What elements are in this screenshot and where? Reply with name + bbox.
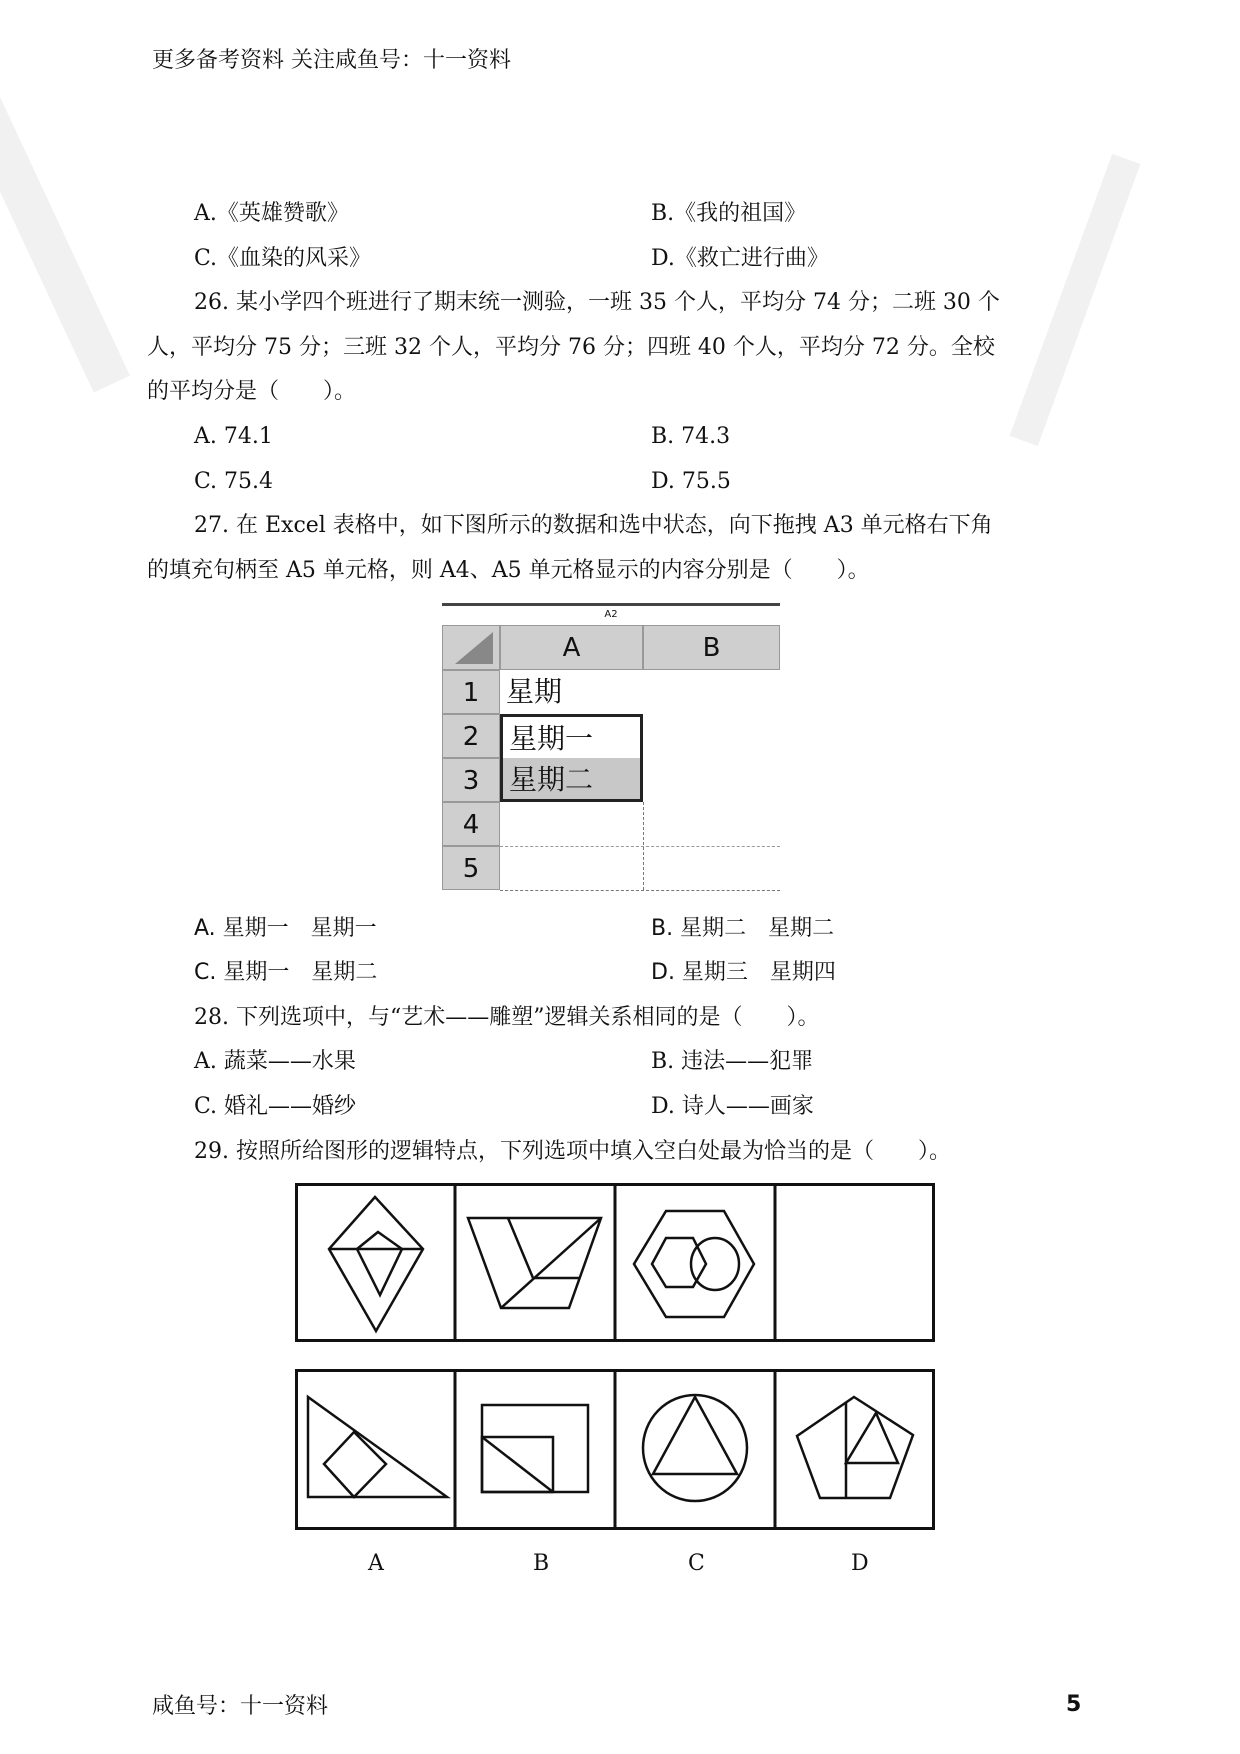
row-header: 2 [442, 714, 500, 758]
q28-option-b: B. 违法——犯罪 [651, 1049, 814, 1074]
q25-option-b: B.《我的祖国》 [651, 201, 807, 226]
grid-line [500, 846, 780, 847]
name-box: A2 [442, 603, 780, 627]
row-header: 1 [442, 670, 500, 714]
option-d-figure [797, 1397, 913, 1498]
figure-reasoning-grid [295, 1183, 935, 1530]
q28-option-c: C. 婚礼——婚纱 [194, 1094, 357, 1119]
page-number: 5 [1066, 1692, 1082, 1717]
options-row [297, 1369, 934, 1530]
trapezoid-figure [468, 1218, 601, 1308]
q26-option-d: D. 75.5 [651, 469, 731, 494]
q27-option-c: C. 星期一 星期二 [194, 960, 378, 985]
q26-line: 人，平均分 75 分；三班 32 个人，平均分 76 分；四班 40 个人，平均分 72 分。全校 [147, 335, 995, 360]
column-header-a: A [500, 625, 643, 670]
q26-line: 26. 某小学四个班进行了期末统一测验，一班 35 个人，平均分 74 分；二班 30 个 [194, 290, 1000, 315]
q26-option-c: C. 75.4 [194, 469, 274, 494]
row-header: 3 [442, 758, 500, 802]
question-row [297, 1183, 934, 1341]
select-all-corner [442, 625, 500, 670]
q26-option-a: A. 74.1 [194, 424, 273, 449]
q27-option-d: D. 星期三 星期四 [651, 960, 836, 985]
cell-a3: 星期二 [500, 758, 643, 802]
watermark [1010, 154, 1141, 446]
q27-line: 27. 在 Excel 表格中，如下图所示的数据和选中状态，向下拖拽 A3 单元格右下角 [194, 513, 993, 538]
q25-option-d: D.《救亡进行曲》 [651, 246, 829, 271]
row-header: 5 [442, 846, 500, 890]
q25-option-c: C.《血染的风采》 [194, 246, 372, 271]
q26-line: 的平均分是（ ）。 [147, 379, 357, 404]
q28-option-d: D. 诗人——画家 [651, 1094, 814, 1119]
q27-line: 的填充句柄至 A5 单元格，则 A4、A5 单元格显示的内容分别是（ ）。 [147, 558, 870, 583]
option-b-figure [482, 1405, 588, 1492]
diamond-figure [329, 1197, 423, 1331]
q28-option-a: A. 蔬菜——水果 [194, 1049, 356, 1074]
q27-option-a: A. 星期一 星期一 [194, 916, 377, 941]
option-a-figure [308, 1397, 447, 1497]
grid-line [500, 890, 780, 891]
option-label-c: C [688, 1551, 705, 1576]
option-c-figure [643, 1395, 747, 1501]
excel-screenshot [442, 603, 780, 896]
q28-line: 28. 下列选项中，与“艺术——雕塑”逻辑关系相同的是（ ）。 [194, 1005, 820, 1030]
option-label-d: D [851, 1551, 869, 1576]
row-header: 4 [442, 802, 500, 846]
page-footer: 咸鱼号：十一资料 [152, 1694, 329, 1719]
column-header-b: B [643, 625, 780, 670]
cell-a1: 星期 [506, 675, 563, 708]
option-label-a: A [368, 1551, 384, 1576]
watermark [0, 67, 130, 392]
q27-option-b: B. 星期二 星期二 [651, 916, 835, 941]
q29-line: 29. 按照所给图形的逻辑特点，下列选项中填入空白处最为恰当的是（ ）。 [194, 1139, 951, 1164]
cell-a2: 星期一 [500, 714, 643, 758]
option-label-b: B [533, 1551, 550, 1576]
hexagon-figure [634, 1211, 754, 1317]
page-header: 更多备考资料 关注咸鱼号：十一资料 [152, 48, 511, 73]
q25-option-a: A.《英雄赞歌》 [194, 201, 349, 226]
q26-option-b: B. 74.3 [651, 424, 731, 449]
